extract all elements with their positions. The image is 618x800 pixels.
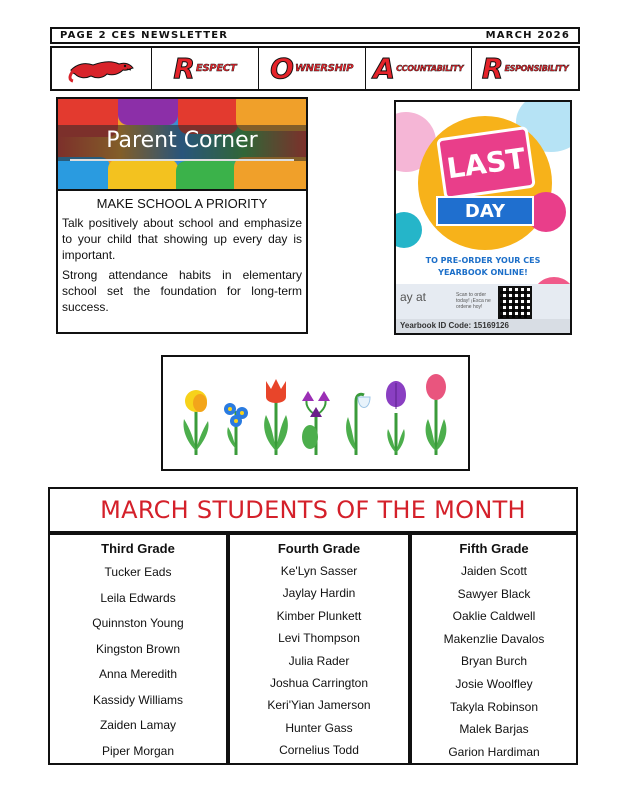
student-name: Keri'Yian Jamerson [267,698,371,713]
value-word: WNERSHIP [294,63,354,74]
spring-flowers-image [161,355,470,471]
parent-corner-paragraph: Talk positively about school and emphasize to your child that showing up every day is important. [62,216,302,262]
student-name: Leila Edwards [100,590,176,605]
student-name: Julia Rader [288,653,350,668]
header-date: MARCH 2026 [485,30,570,41]
values-bar [50,46,580,91]
mascot-cell [52,48,152,89]
yearbook-pay-text: ay at [400,290,427,304]
parent-corner-title: Parent Corner [106,128,258,153]
snowdrop-icon [338,371,374,455]
student-name: Joshua Carrington [269,675,369,690]
value-word: CCOUNTABILITY [396,64,464,73]
student-name: Jaylay Hardin [282,586,356,601]
daffodil-icon [178,371,214,455]
students-of-month-title: MARCH STUDENTS OF THE MONTH [100,496,526,524]
value-word: ESPECT [195,63,237,74]
fourth-grade-column [228,533,410,765]
student-name: Anna Meredith [98,667,178,681]
fifth-grade-column [410,533,578,765]
student-name: Jaiden Scott [460,564,528,578]
student-name: Kimber Plunkett [276,608,362,623]
grade-heading: Fourth Grade [277,541,361,556]
yearbook-flyer [394,100,572,335]
value-letter: R [481,51,504,85]
third-grade-column [48,533,228,765]
value-word: ESPONSIBILITY [504,64,569,73]
qr-code-icon[interactable] [498,286,532,320]
student-name: Piper Morgan [101,743,175,758]
students-of-month-header [48,487,578,533]
parent-corner-banner [58,99,306,191]
fritillaria-icon [298,371,334,455]
value-accountability [366,48,473,89]
student-name: Ke'Lyn Sasser [280,564,358,578]
student-name: Garion Hardiman [448,744,540,759]
value-letter: R [173,51,195,85]
yearbook-id-code: Yearbook ID Code: 15169126 [396,319,570,333]
student-name: Levi Thompson [278,631,360,646]
student-name: Malek Barjas [459,722,529,737]
grade-heading: Third Grade [101,541,175,556]
yearbook-preorder-text [402,255,564,279]
student-name: Oaklie Caldwell [452,609,536,624]
student-name: Tucker Eads [104,565,172,579]
yearbook-last-text: LAST [436,126,536,200]
value-respect [152,48,259,89]
student-name: Sawyer Black [457,586,531,601]
student-name: Makenzlie Davalos [443,631,545,646]
yearbook-scan-text: Scan to order today! ¡Esca ne ordene hoy! [456,292,491,310]
grade-heading: Fifth Grade [459,541,529,556]
value-letter: O [270,51,294,85]
header-left-text: PAGE 2 CES NEWSLETTER [60,30,229,41]
student-name: Hunter Gass [285,720,353,735]
student-name: Takyla Robinson [449,699,539,714]
student-name: Kassidy Williams [92,692,183,707]
yearbook-day-text: DAY [436,196,534,226]
yearbook-payment-strip [396,284,570,322]
parent-corner-box [56,97,308,334]
value-responsibility [472,48,578,89]
parent-corner-paragraph: Strong attendance habits in elementary school set the foundation for long-term success. [62,268,302,314]
forget-me-not-icon [218,371,254,455]
newsletter-header [50,27,580,44]
student-name: Cornelius Todd [279,743,359,758]
student-name: Kingston Brown [95,641,181,656]
tulip-icon [258,371,294,455]
student-name: Josie Woolfley [455,676,533,691]
student-name: Bryan Burch [460,654,528,669]
value-ownership [259,48,366,89]
student-name: Quinnston Young [92,616,184,630]
crocus-icon [378,371,414,455]
student-name: Zaiden Lamay [99,718,177,732]
yearbook-line1: TO PRE-ORDER YOUR CES [425,256,541,265]
panther-mascot-icon [67,54,137,84]
value-letter: A [373,51,396,85]
pink-tulip-icon [418,371,454,455]
parent-corner-heading: MAKE SCHOOL A PRIORITY [96,196,268,211]
yearbook-line2: YEARBOOK ONLINE! [438,268,528,277]
